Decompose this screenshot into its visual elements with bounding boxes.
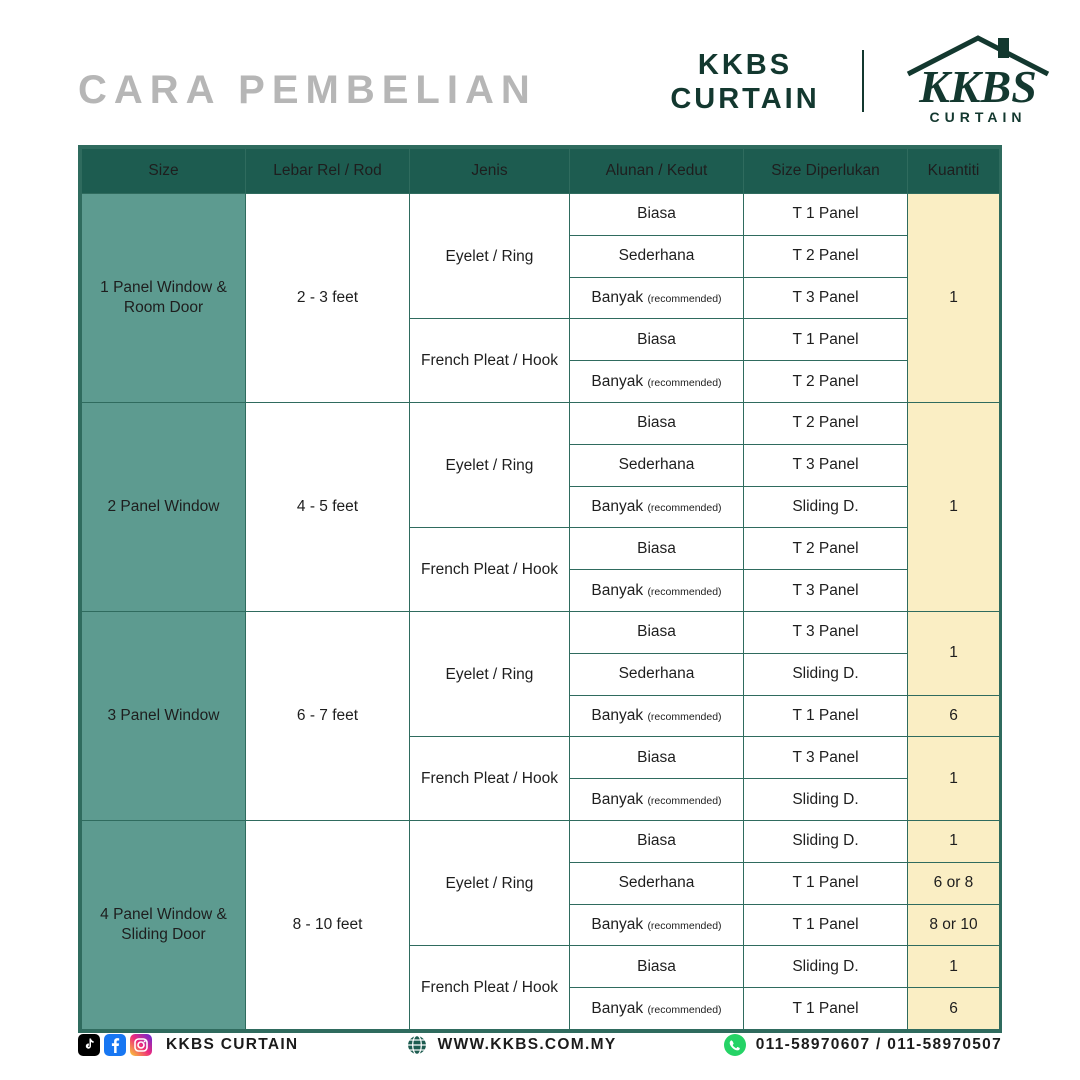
recommended-note: (recommended) <box>647 1003 722 1016</box>
cell-lebar-rel-rod: 6 - 7 feet <box>246 611 410 820</box>
table-row <box>82 820 1000 862</box>
alunan-label: Banyak <box>591 372 644 390</box>
cell-alunan-kedut <box>570 277 744 319</box>
alunan-label: Biasa <box>637 748 676 766</box>
alunan-label: Biasa <box>637 957 676 975</box>
cell-alunan-kedut <box>570 444 744 486</box>
cell-jenis: French Pleat / Hook <box>410 528 570 612</box>
alunan-label: Banyak <box>591 581 644 599</box>
alunan-label: Banyak <box>591 497 644 515</box>
alunan-label: Biasa <box>637 330 676 348</box>
cell-alunan-kedut <box>570 820 744 862</box>
cell-kuantiti: 1 <box>908 611 1000 695</box>
brand-name <box>620 48 870 116</box>
cell-lebar-rel-rod: 4 - 5 feet <box>246 402 410 611</box>
alunan-label: Banyak <box>591 706 644 724</box>
social-icons <box>78 1034 152 1056</box>
column-header-jenis: Jenis <box>410 149 570 194</box>
recommended-note: (recommended) <box>647 794 722 807</box>
cell-size-diperlukan: T 2 Panel <box>744 235 908 277</box>
cell-size-diperlukan: T 3 Panel <box>744 570 908 612</box>
cell-size-diperlukan: Sliding D. <box>744 820 908 862</box>
cell-size-diperlukan: T 3 Panel <box>744 444 908 486</box>
cell-kuantiti: 1 <box>908 820 1000 862</box>
alunan-label: Sederhana <box>618 874 695 892</box>
cell-jenis: French Pleat / Hook <box>410 319 570 403</box>
cell-size: 2 Panel Window <box>82 402 246 611</box>
header <box>0 0 1080 140</box>
cell-alunan-kedut <box>570 486 744 528</box>
cell-alunan-kedut <box>570 611 744 653</box>
recommended-note: (recommended) <box>647 919 722 932</box>
cell-alunan-kedut <box>570 737 744 779</box>
cell-alunan-kedut <box>570 779 744 821</box>
cell-alunan-kedut <box>570 695 744 737</box>
table-body <box>82 194 1000 1030</box>
social-handle: KKBS CURTAIN <box>166 1036 299 1053</box>
cell-alunan-kedut <box>570 361 744 403</box>
instagram-icon[interactable] <box>130 1034 152 1056</box>
alunan-label: Biasa <box>637 414 676 432</box>
recommended-note: (recommended) <box>647 585 722 598</box>
cell-kuantiti: 1 <box>908 402 1000 611</box>
cell-kuantiti: 6 or 8 <box>908 862 1000 904</box>
cell-size-diperlukan: Sliding D. <box>744 779 908 821</box>
globe-icon <box>405 1033 429 1057</box>
column-header-size-diperlukan: Size Diperlukan <box>744 149 908 194</box>
alunan-label: Banyak <box>591 288 644 306</box>
header-divider <box>862 50 864 112</box>
cell-kuantiti: 1 <box>908 946 1000 988</box>
cell-size-diperlukan: T 1 Panel <box>744 695 908 737</box>
cell-lebar-rel-rod: 2 - 3 feet <box>246 194 410 403</box>
cell-size-diperlukan: T 2 Panel <box>744 361 908 403</box>
cell-alunan-kedut <box>570 319 744 361</box>
alunan-label: Sederhana <box>618 456 695 474</box>
cell-alunan-kedut <box>570 862 744 904</box>
cell-alunan-kedut <box>570 946 744 988</box>
footer-social <box>78 1034 298 1056</box>
page-title: CARA PEMBELIAN <box>78 68 537 112</box>
cell-jenis: Eyelet / Ring <box>410 820 570 945</box>
cell-jenis: French Pleat / Hook <box>410 737 570 821</box>
footer <box>78 1033 1002 1057</box>
recommended-note: (recommended) <box>647 710 722 723</box>
cell-lebar-rel-rod: 8 - 10 feet <box>246 820 410 1029</box>
cell-jenis: Eyelet / Ring <box>410 194 570 319</box>
cell-alunan-kedut <box>570 653 744 695</box>
cell-kuantiti: 6 <box>908 695 1000 737</box>
cell-jenis: Eyelet / Ring <box>410 402 570 527</box>
facebook-icon[interactable] <box>104 1034 126 1056</box>
column-header-lebar: Lebar Rel / Rod <box>246 149 410 194</box>
alunan-label: Sederhana <box>618 247 695 265</box>
table-header-row <box>82 149 1000 194</box>
alunan-label: Biasa <box>637 539 676 557</box>
column-header-size: Size <box>82 149 246 194</box>
cell-jenis: Eyelet / Ring <box>410 611 570 736</box>
table-row <box>82 611 1000 653</box>
purchase-guide-table <box>78 145 1002 1033</box>
cell-size-diperlukan: T 3 Panel <box>744 611 908 653</box>
cell-size-diperlukan: T 3 Panel <box>744 277 908 319</box>
alunan-label: Biasa <box>637 205 676 223</box>
alunan-label: Sederhana <box>618 665 695 683</box>
cell-size-diperlukan: T 1 Panel <box>744 319 908 361</box>
cell-kuantiti: 6 <box>908 988 1000 1030</box>
brand-name-line1: KKBS <box>697 49 793 81</box>
cell-alunan-kedut <box>570 988 744 1030</box>
footer-phone <box>723 1033 1002 1057</box>
alunan-label: Banyak <box>591 790 644 808</box>
alunan-label: Biasa <box>637 832 676 850</box>
alunan-label: Banyak <box>591 999 644 1017</box>
cell-alunan-kedut <box>570 194 744 236</box>
svg-text:CURTAIN: CURTAIN <box>929 109 1027 125</box>
cell-size-diperlukan: Sliding D. <box>744 946 908 988</box>
svg-text:KKBS: KKBS <box>919 61 1037 112</box>
cell-size-diperlukan: Sliding D. <box>744 486 908 528</box>
kkbs-logo <box>890 30 1065 130</box>
cell-kuantiti: 1 <box>908 737 1000 821</box>
cell-size: 1 Panel Window & Room Door <box>82 194 246 403</box>
cell-size-diperlukan: T 1 Panel <box>744 988 908 1030</box>
table-row <box>82 194 1000 236</box>
cell-alunan-kedut <box>570 528 744 570</box>
brand-name-line2: CURTAIN <box>670 83 820 115</box>
website-url[interactable]: WWW.KKBS.COM.MY <box>437 1036 617 1053</box>
cell-size-diperlukan: T 1 Panel <box>744 194 908 236</box>
cell-size-diperlukan: T 1 Panel <box>744 904 908 946</box>
cell-size-diperlukan: T 2 Panel <box>744 528 908 570</box>
cell-alunan-kedut <box>570 904 744 946</box>
cell-jenis: French Pleat / Hook <box>410 946 570 1030</box>
cell-size: 4 Panel Window & Sliding Door <box>82 820 246 1029</box>
cell-alunan-kedut <box>570 235 744 277</box>
phone-numbers[interactable]: 011-58970607 / 011-58970507 <box>755 1036 1002 1053</box>
alunan-label: Banyak <box>591 915 644 933</box>
whatsapp-icon[interactable] <box>723 1033 747 1057</box>
cell-size-diperlukan: T 3 Panel <box>744 737 908 779</box>
cell-size-diperlukan: Sliding D. <box>744 653 908 695</box>
column-header-kuantiti: Kuantiti <box>908 149 1000 194</box>
cell-size-diperlukan: T 2 Panel <box>744 402 908 444</box>
footer-website <box>405 1033 617 1057</box>
cell-size-diperlukan: T 1 Panel <box>744 862 908 904</box>
cell-kuantiti: 8 or 10 <box>908 904 1000 946</box>
recommended-note: (recommended) <box>647 501 722 514</box>
cell-alunan-kedut <box>570 570 744 612</box>
cell-size: 3 Panel Window <box>82 611 246 820</box>
cell-alunan-kedut <box>570 402 744 444</box>
recommended-note: (recommended) <box>647 376 722 389</box>
cell-kuantiti: 1 <box>908 194 1000 403</box>
tiktok-icon[interactable] <box>78 1034 100 1056</box>
alunan-label: Biasa <box>637 623 676 641</box>
recommended-note: (recommended) <box>647 292 722 305</box>
table-row <box>82 402 1000 444</box>
column-header-alunan: Alunan / Kedut <box>570 149 744 194</box>
